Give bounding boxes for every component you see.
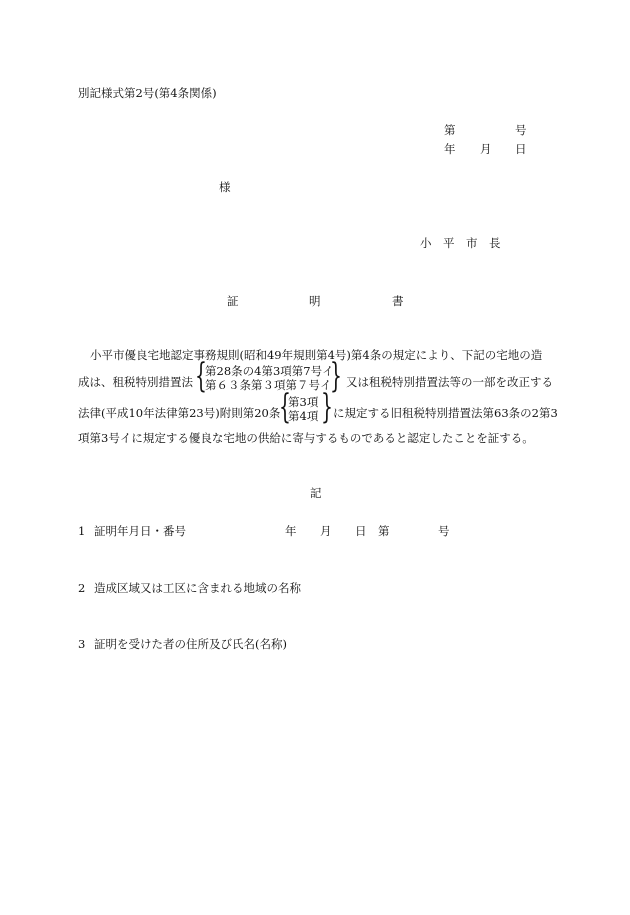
option-group-2 bbox=[279, 387, 333, 427]
issuer-mayor: 小 平 市 長 bbox=[420, 236, 501, 250]
right-brace-icon: } bbox=[321, 387, 333, 427]
item-3-number: 3 bbox=[78, 637, 86, 651]
item-1-go: 号 bbox=[438, 524, 450, 538]
item-1-dai: 第 bbox=[378, 524, 390, 538]
body-line-1: 小平市優良宅地認定事務規則(昭和49年規則第4号)第4条の規定により、下記の宅地の造 bbox=[90, 348, 543, 362]
left-brace-icon: { bbox=[195, 356, 207, 396]
item-1-label: 証明年月日・番号 bbox=[94, 524, 186, 538]
body-line-3-pre: 法律(平成10年法律第23号)附則第20条 bbox=[78, 406, 281, 420]
date-day: 日 bbox=[515, 142, 527, 156]
option-1-a: 第28条の4第3項第7号イ bbox=[205, 364, 334, 378]
body-line-2-pre: 成は、租税特別措置法 bbox=[78, 375, 193, 389]
addressee-sama: 様 bbox=[219, 180, 231, 194]
ki-heading: 記 bbox=[310, 486, 322, 500]
title-char-1: 証 bbox=[227, 294, 239, 308]
item-2-number: 2 bbox=[78, 581, 86, 595]
item-1-number: 1 bbox=[78, 524, 86, 538]
body-line-3-post: に規定する旧租税特別措置法第63条の2第3 bbox=[333, 406, 558, 420]
number-go: 号 bbox=[515, 123, 527, 137]
item-1-year: 年 bbox=[285, 524, 297, 538]
item-1-month: 月 bbox=[320, 524, 332, 538]
body-line-4: 項第3号イに規定する優良な宅地の供給に寄与するものであると認定したことを証する。 bbox=[78, 431, 534, 445]
option-1-b: 第６３条第３項第７号イ bbox=[205, 378, 332, 392]
number-dai: 第 bbox=[444, 123, 456, 137]
body-line-2-post: 又は租税特別措置法等の一部を改正する bbox=[346, 375, 553, 389]
title-char-2: 明 bbox=[309, 294, 321, 308]
right-brace-icon: } bbox=[330, 356, 342, 396]
left-brace-icon: { bbox=[279, 387, 291, 427]
title-char-3: 書 bbox=[392, 294, 404, 308]
item-3-label: 証明を受けた者の住所及び氏名(名称) bbox=[94, 637, 287, 651]
item-2-label: 造成区域又は工区に含まれる地域の名称 bbox=[94, 581, 301, 595]
item-1-day: 日 bbox=[355, 524, 367, 538]
date-year: 年 bbox=[444, 142, 456, 156]
date-month: 月 bbox=[480, 142, 492, 156]
option-2-b: 第4項 bbox=[288, 409, 319, 423]
option-2-a: 第3項 bbox=[288, 395, 319, 409]
form-label: 別記様式第2号(第4条関係) bbox=[78, 86, 217, 100]
